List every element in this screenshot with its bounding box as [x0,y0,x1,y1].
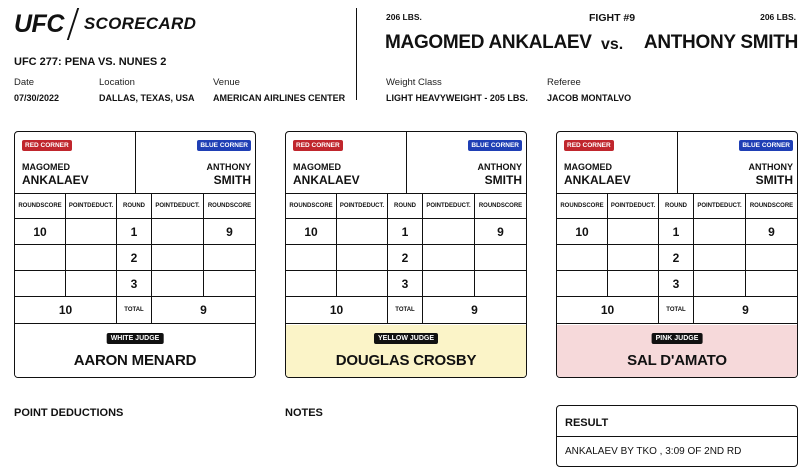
blue-round-score [745,271,797,296]
round-row [286,271,526,297]
red-point-deduct [336,271,387,296]
judge-scorecard [556,131,798,378]
blue-total-score: 9 [693,297,797,323]
red-round-score-header [15,194,65,218]
red-fighter-last-name: ANKALAEV [564,173,631,187]
red-point-deduct [65,245,116,270]
total-label: TOTAL [116,297,151,323]
score-header-row [15,194,255,219]
blue-point-deduct [151,271,203,296]
red-round-score: 10 [575,224,589,239]
date-label: Date [14,77,35,88]
blue-round-score: 9 [745,219,797,244]
header-line: SCORE [311,202,333,209]
blue-fighter-last-name: SMITH [484,173,522,187]
red-round-score-header [557,194,607,218]
blue-fighter-first-name: ANTHONY [206,162,251,172]
red-point-deduct-header [607,194,658,218]
round-number: 1 [116,219,151,244]
blue-corner-badge: BLUE CORNER [468,140,522,151]
event-name: UFC 277: PENA VS. NUNES 2 [14,56,167,68]
round-row [15,219,255,245]
judge-badge: WHITE JUDGE [107,333,164,344]
blue-round-score-header [474,194,526,218]
header-line: DEDUCT. [87,202,114,209]
red-round-score [15,245,65,270]
blue-round-score: 9 [203,219,255,244]
total-row [286,297,526,324]
blue-point-deduct [422,271,474,296]
weight-class-block [386,77,528,103]
result-label: RESULT [565,417,609,429]
card-fighters [286,132,526,194]
red-fighter-weight: 206 LBS. [386,12,422,22]
round-row [286,219,526,245]
header-line: ROUND [18,202,41,209]
blue-round-score-header [745,194,797,218]
weight-class-label: Weight Class [386,77,442,88]
round-number: 2 [387,245,422,270]
judge-name: AARON MENARD [73,352,197,369]
round-header [658,194,693,218]
blue-total-score: 9 [151,297,255,323]
blue-round-score [474,245,526,270]
referee-block [547,77,631,103]
red-point-deduct [607,245,658,270]
page-title: SCORECARD [83,14,197,33]
judge-name: SAL D'AMATO [627,352,727,369]
red-round-score [286,245,336,270]
red-corner-fighter [293,161,360,187]
red-round-score [557,245,607,270]
total-row [557,297,797,324]
round-number: 2 [116,245,151,270]
blue-point-deduct [422,219,474,244]
blue-point-deduct [693,219,745,244]
judge-badge: YELLOW JUDGE [374,333,438,344]
red-point-deduct-header [65,194,116,218]
round-number: 1 [387,219,422,244]
red-round-score: 10 [304,224,318,239]
round-number: 2 [658,245,693,270]
blue-point-deduct [693,245,745,270]
round-row [286,245,526,271]
red-fighter-last-name: ANKALAEV [22,173,89,187]
round-number: 3 [658,271,693,296]
round-row [557,271,797,297]
result-value: ANKALAEV BY TKO , 3:09 OF 2ND RD [565,446,742,457]
header-line: SCORE [500,202,523,209]
header-line: POINT [697,202,716,209]
total-label: TOTAL [658,297,693,323]
corner-divider [135,132,136,194]
point-deductions-heading: POINT DEDUCTIONS [14,407,124,419]
blue-round-score [203,271,255,296]
round-number: 3 [116,271,151,296]
red-round-score [557,271,607,296]
blue-fighter-weight: 206 LBS. [760,12,796,22]
round-number: 3 [387,271,422,296]
red-fighter-first-name: MAGOMED [564,162,612,172]
red-total-score: 10 [600,303,615,317]
weight-class-value: LIGHT HEAVYWEIGHT - 205 LBS. [386,93,528,103]
score-header-row [557,194,797,219]
blue-fighter-first-name: ANTHONY [748,162,793,172]
red-round-score [286,271,336,296]
header-line: DEDUCT. [444,202,471,209]
date-value: 07/30/2022 [14,93,60,103]
round-number: 1 [658,219,693,244]
venue-label: Venue [213,77,240,88]
referee-value: JACOB MONTALVO [547,93,632,103]
logo-divider [67,8,79,40]
blue-corner-badge: BLUE CORNER [197,140,251,151]
red-fighter-last-name: ANKALAEV [293,173,360,187]
header-line: ROUND [394,202,416,209]
location-value: DALLAS, TEXAS, USA [99,93,195,103]
score-header-row [286,194,526,219]
header-line: SCORE [771,202,794,209]
red-round-score: 10 [33,224,47,239]
versus-label: vs. [601,36,624,53]
blue-point-deduct [151,245,203,270]
header-line: POINT [339,202,359,209]
location-block [99,77,195,103]
red-point-deduct [607,271,658,296]
judge-area [286,325,526,378]
header-line: SCORE [582,202,604,209]
blue-corner-fighter [207,161,252,187]
header-line: DEDUCT. [173,202,200,209]
red-round-score-header [286,194,336,218]
corner-divider [677,132,678,194]
header-line: ROUND [665,202,687,209]
ufc-logo-block [14,8,196,40]
header-line: DEDUCT. [629,202,656,209]
red-point-deduct [65,219,116,244]
total-label: TOTAL [387,297,422,323]
header-divider [356,8,357,100]
judge-area [15,325,255,378]
blue-fighter-name: ANTHONY SMITH [643,32,798,53]
red-total-score: 10 [329,303,344,317]
corner-divider [406,132,407,194]
blue-fighter-first-name: ANTHONY [477,162,522,172]
blue-fighter-last-name: SMITH [755,173,793,187]
header-line: ROUND [478,202,501,209]
total-row [15,297,255,324]
blue-fighter-last-name: SMITH [213,173,251,187]
round-row [557,245,797,271]
blue-corner-fighter [749,161,794,187]
red-point-deduct [336,245,387,270]
header-line: POINT [610,202,630,209]
judge-badge: PINK JUDGE [652,333,703,344]
header-line: POINT [155,202,174,209]
judge-area [557,325,797,378]
card-fighters [557,132,797,194]
blue-round-score-header [203,194,255,218]
judge-scorecard [14,131,256,378]
date-block [14,77,59,103]
header-line: DEDUCT. [358,202,385,209]
round-row [557,219,797,245]
red-corner-fighter [564,161,631,187]
judge-scorecard [285,131,527,378]
blue-corner-fighter [478,161,523,187]
fight-number: FIGHT #9 [589,12,636,24]
venue-block [213,77,345,103]
red-corner-badge: RED CORNER [293,140,343,151]
blue-point-deduct [693,271,745,296]
blue-corner-badge: BLUE CORNER [739,140,793,151]
red-fighter-first-name: MAGOMED [293,162,341,172]
header-line: POINT [426,202,445,209]
blue-total-score: 9 [422,297,526,323]
blue-point-deduct [422,245,474,270]
red-corner-fighter [22,161,89,187]
header-line: ROUND [123,202,145,209]
venue-value: AMERICAN AIRLINES CENTER [213,93,346,103]
red-fighter-name: MAGOMED ANKALAEV [385,32,592,53]
red-total-score: 10 [58,303,73,317]
blue-point-deduct-header [693,194,745,218]
round-row [15,245,255,271]
blue-point-deduct [151,219,203,244]
result-divider [557,436,797,437]
red-point-deduct-header [336,194,387,218]
header-line: ROUND [289,202,312,209]
referee-label: Referee [547,77,581,88]
header-line: POINT [68,202,88,209]
location-label: Location [99,77,135,88]
header-line: ROUND [560,202,583,209]
result-box [556,405,798,467]
blue-round-score [745,245,797,270]
header-line: ROUND [207,202,230,209]
red-round-score [15,271,65,296]
header-line: SCORE [40,202,62,209]
red-point-deduct [65,271,116,296]
blue-point-deduct-header [151,194,203,218]
header-line: ROUND [749,202,772,209]
red-point-deduct [607,219,658,244]
round-header [387,194,422,218]
ufc-logo: UFC [14,9,64,38]
card-fighters [15,132,255,194]
blue-round-score [474,271,526,296]
header-line: DEDUCT. [715,202,742,209]
header-line: SCORE [229,202,252,209]
blue-round-score [203,245,255,270]
blue-round-score: 9 [474,219,526,244]
red-fighter-first-name: MAGOMED [22,162,70,172]
blue-point-deduct-header [422,194,474,218]
red-corner-badge: RED CORNER [564,140,614,151]
notes-heading: NOTES [285,407,323,419]
round-header [116,194,151,218]
round-row [15,271,255,297]
judge-name: DOUGLAS CROSBY [335,352,477,369]
red-corner-badge: RED CORNER [22,140,72,151]
red-point-deduct [336,219,387,244]
